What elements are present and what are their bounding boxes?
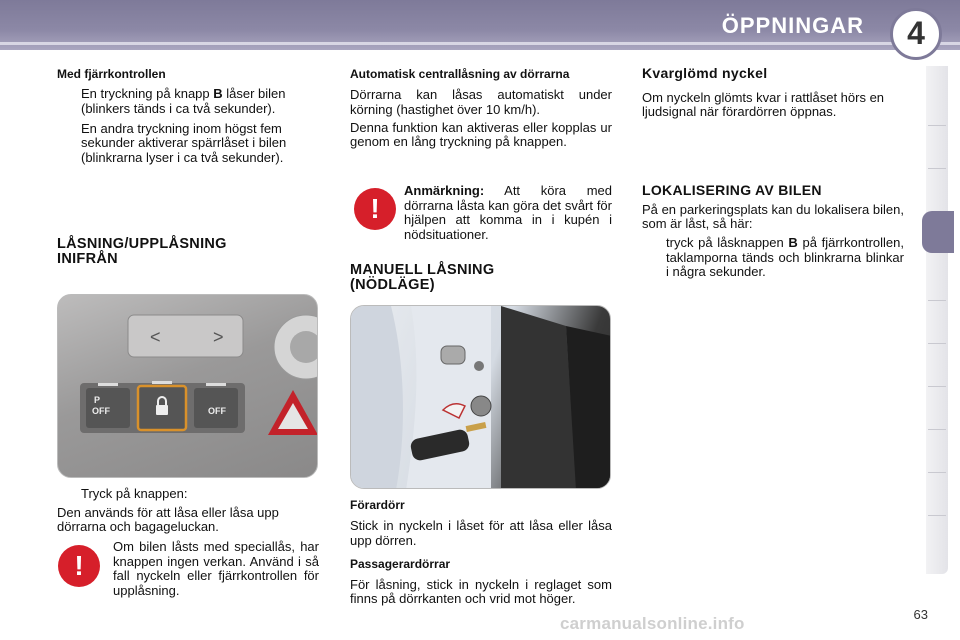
alarm-off-label: OFF bbox=[208, 406, 226, 416]
chapter-number-badge: 4 bbox=[890, 8, 942, 60]
press-section bbox=[57, 487, 319, 535]
column-right bbox=[642, 66, 904, 120]
tab-divider bbox=[928, 429, 946, 430]
press-text: Den används för att låsa eller låsa upp dörrarna och bagageluckan. bbox=[57, 504, 279, 535]
page-number: 63 bbox=[913, 607, 928, 622]
svg-text:<: < bbox=[150, 327, 161, 347]
chapter-title: ÖPPNINGAR bbox=[721, 13, 864, 38]
locate-car-heading: LOKALISERING AV BILEN bbox=[642, 182, 822, 198]
exclamation-warning-icon: ! bbox=[58, 545, 100, 587]
header-stripe bbox=[0, 42, 960, 45]
forgotten-key-heading: Kvarglömd nyckel bbox=[642, 65, 768, 81]
manual-lock-section bbox=[350, 499, 612, 607]
remote-bullet-1: En tryckning på knapp B låser bilen (blinkers tänds i ca två sekunder). bbox=[81, 86, 286, 116]
tab-divider bbox=[928, 515, 946, 516]
lock-button-photo bbox=[57, 294, 318, 478]
passenger-doors-heading: Passagerardörrar bbox=[350, 556, 451, 571]
remote-heading: Med fjärrkontrollen bbox=[57, 67, 166, 81]
tab-active-chapter[interactable] bbox=[922, 211, 954, 253]
tab-divider bbox=[928, 300, 946, 301]
auto-lock-text-1: Dörrarna kan låsas automatiskt under körning (hastighet över 10 km/h). bbox=[350, 87, 612, 117]
auto-lock-note: Anmärkning: Att köra med dörrarna låsta kan göra det svårt för hjälpen att komma in i kupén i nödsituationer. bbox=[404, 183, 612, 243]
auto-lock-heading: Automatisk centrallåsning av dörrarna bbox=[350, 67, 570, 81]
passenger-doors-text: För låsning, stick in nyckeln i reglaget som finns på dörrkanten och vrid mot höger. bbox=[350, 576, 612, 607]
page-header bbox=[0, 0, 960, 50]
dashboard-illustration bbox=[58, 295, 318, 478]
door-edge-illustration bbox=[351, 306, 611, 489]
special-lock-note: Om bilen låsts med speciallås, har knappen ingen verkan. Använd i så fall nyckeln eller fjärrkontrollen för upplåsning. bbox=[113, 539, 319, 599]
column-left bbox=[57, 68, 319, 166]
tab-divider bbox=[928, 472, 946, 473]
driver-door-text: Stick in nyckeln i låset för att låsa eller låsa upp dörren. bbox=[350, 518, 612, 548]
tab-divider bbox=[928, 168, 946, 169]
exclamation-warning-icon: ! bbox=[354, 188, 396, 230]
remote-bullet-2: En andra tryckning inom högst fem sekunder aktiverar spärrlåset i bilen (blinkrarna lyser i ca två sekunder). bbox=[81, 120, 287, 165]
park-assist-label: P bbox=[94, 395, 101, 405]
tab-divider bbox=[928, 343, 946, 344]
locate-car-bullet: tryck på låsknappen B på fjärrkontrollen, taklamporna tänds och blinkrarna blinkar i några sekunder. bbox=[666, 235, 904, 280]
svg-text:>: > bbox=[213, 327, 224, 347]
auto-lock-text-2: Denna funktion kan aktiveras eller kopplas ur genom en lång tryckning på knappen. bbox=[350, 119, 612, 150]
locate-car-text: På en parkeringsplats kan du lokalisera bilen, som är låst, så här: bbox=[642, 201, 904, 232]
column-middle bbox=[350, 68, 612, 150]
tab-divider bbox=[928, 386, 946, 387]
driver-door-heading: Förardörr bbox=[350, 498, 405, 512]
tab-divider bbox=[928, 125, 946, 126]
lock-unlock-heading: LÅSNING/UPPLÅSNING INIFRÅN bbox=[57, 236, 227, 268]
forgotten-key-text: Om nyckeln glömts kvar i rattlåset hörs en ljudsignal när förardörren öppnas. bbox=[642, 89, 885, 120]
locate-section bbox=[642, 183, 904, 280]
park-assist-off-label: OFF bbox=[92, 406, 110, 416]
manual-lock-heading: MANUELL LÅSNING (NÖDLÄGE) bbox=[350, 262, 495, 294]
press-bullet: Tryck på knappen: bbox=[81, 486, 188, 501]
chapter-tab-strip bbox=[926, 66, 948, 574]
watermark: carmanualsonline.info bbox=[560, 614, 745, 633]
door-lock-photo bbox=[350, 305, 611, 489]
